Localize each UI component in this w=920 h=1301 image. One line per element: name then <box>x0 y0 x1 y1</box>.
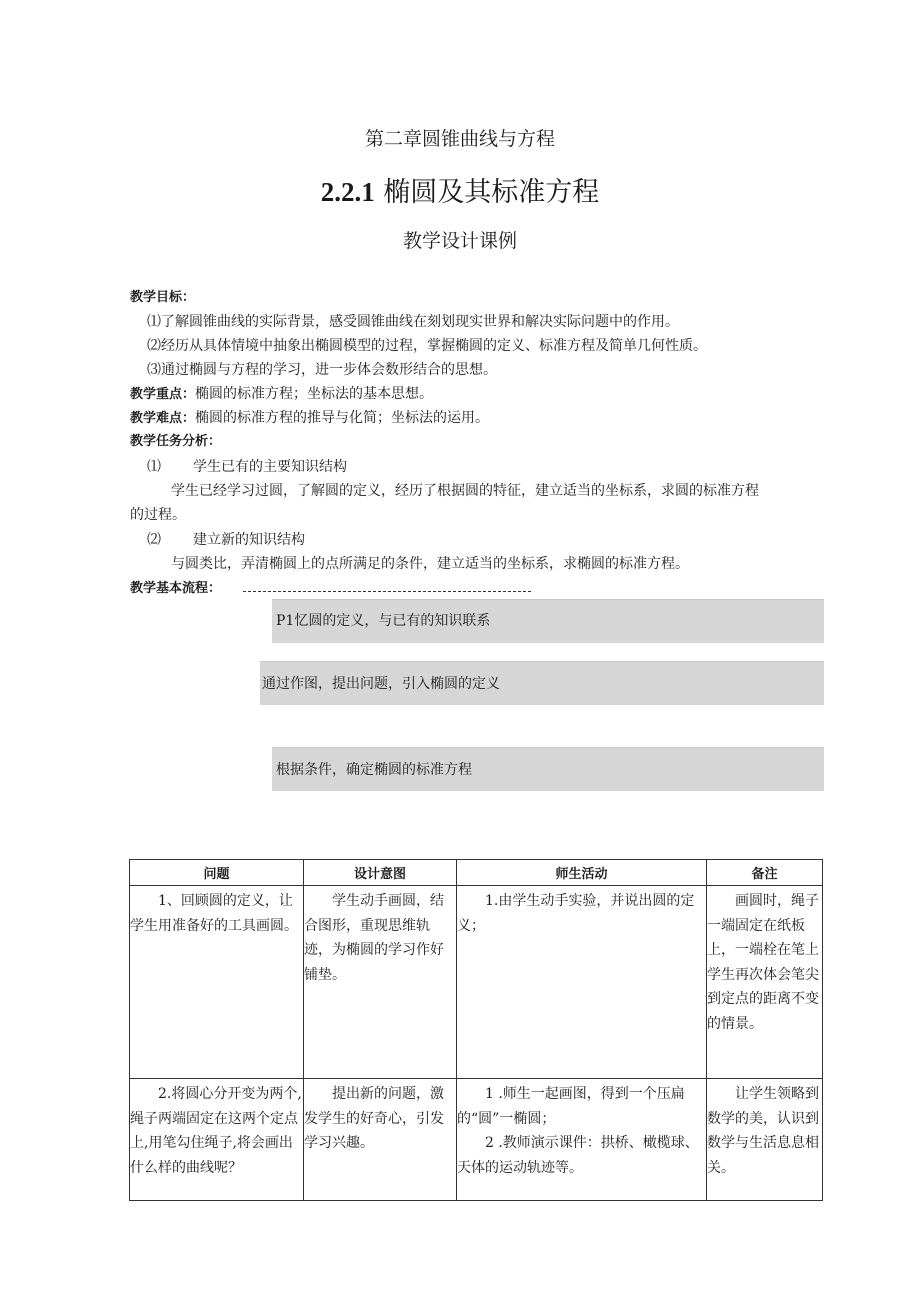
flow-step-2 <box>260 661 824 705</box>
key-point-text: 椭圆的标准方程；坐标法的基本思想。 <box>195 386 434 402</box>
difficulty <box>130 409 830 428</box>
objectives-heading: 教学目标： <box>130 290 196 305</box>
row1-question <box>130 886 304 1079</box>
row1-intent-text: 学生动手画圆，结合图形，重现思维轨迹，为椭圆的学习作好铺垫。 <box>304 893 444 983</box>
flow-step-1-text: P1忆圆的定义，与已有的知识联系 <box>276 613 491 629</box>
task-item-1-title: 学生已有的主要知识结构 <box>193 459 347 475</box>
lesson-plan-table <box>129 859 823 1201</box>
flow-step-2-text: 通过作图，提出问题，引入椭圆的定义 <box>262 676 500 692</box>
header-intent: 设计意图 <box>304 860 457 886</box>
row2-question <box>130 1079 304 1201</box>
table-row <box>130 1079 823 1201</box>
task-item-2-title: 建立新的知识结构 <box>193 532 305 548</box>
table-header-row <box>130 860 823 886</box>
difficulty-label: 教学难点： <box>130 411 196 426</box>
row2-activity <box>457 1079 707 1201</box>
row1-activity <box>457 886 707 1079</box>
row2-activity-line-1: 1 .师生一起画图，得到一个压扁的“圆”一椭圆； <box>457 1086 685 1127</box>
row1-activity-line-1: 1.由学生动手实验，并说出圆的定义； <box>457 893 695 934</box>
row1-note-text: 画圆时，绳子一端固定在纸板上，一端栓在笔上学生再次体会笔尖到定点的距离不变的情景。 <box>707 893 819 1032</box>
difficulty-text: 椭圆的标准方程的推导与化简；坐标法的运用。 <box>195 410 490 426</box>
row2-intent-text: 提出新的问题，激发学生的好奇心，引发学习兴趣。 <box>304 1086 444 1151</box>
row2-note-text: 让学生领略到数学的美，认识到数学与生活息息相关。 <box>707 1086 819 1176</box>
lesson-number: 2.2.1 <box>320 177 375 207</box>
row2-intent <box>304 1079 457 1201</box>
task-item-2-body: 与圆类比，弄清椭圆上的点所满足的条件，建立适当的坐标系，求椭圆的标准方程。 <box>171 556 689 572</box>
row2-question-text: 2.将圆心分开变为两个,绳子两端固定在这两个定点上,用笔勾住绳子,将会画出什么样的曲线呢？ <box>130 1086 302 1176</box>
objective-item-2: ⑵经历从具体情境中抽象出椭圆模型的过程，掌握椭圆的定义、标准方程及简单几何性质。 <box>147 338 707 354</box>
task-analysis-heading: 教学任务分析： <box>130 434 222 449</box>
task-item-1-number: ⑴ <box>147 459 161 475</box>
row2-note <box>707 1079 823 1201</box>
flow-heading: 教学基本流程： <box>130 581 222 596</box>
header-question: 问题 <box>130 860 304 886</box>
flow-divider <box>243 591 531 592</box>
task-item-2-number: ⑵ <box>147 532 161 548</box>
row1-question-text: 1、回顾圆的定义，让学生用准备好的工具画圆。 <box>130 893 298 934</box>
row1-intent <box>304 886 457 1079</box>
objective-item-1: ⑴了解圆锥曲线的实际背景，感受圆锥曲线在刻划现实世界和解决实际问题中的作用。 <box>147 314 679 330</box>
header-activity: 师生活动 <box>457 860 707 886</box>
header-note: 备注 <box>707 860 823 886</box>
chapter-heading: 第二章圆锥曲线与方程 <box>364 128 555 150</box>
objective-item-3: ⑶通过椭圆与方程的学习，进一步体会数形结合的思想。 <box>147 362 497 378</box>
key-point <box>130 385 830 404</box>
task-item-1-body-cont: 的过程。 <box>130 507 186 523</box>
row2-activity-line-2: 2 .教师演示课件：拱桥、橄榄球、天体的运动轨迹等。 <box>457 1135 699 1176</box>
flow-step-3 <box>272 747 824 791</box>
row1-note <box>707 886 823 1079</box>
lesson-title <box>0 170 920 209</box>
flow-step-3-text: 根据条件，确定椭圆的标准方程 <box>276 762 472 778</box>
key-point-label: 教学重点： <box>130 387 196 402</box>
subtitle: 教学设计课例 <box>402 230 517 252</box>
flow-step-1 <box>272 599 824 643</box>
task-item-1-body: 学生已经学习过圆，了解圆的定义，经历了根据圆的特征，建立适当的坐标系，求圆的标准方程 <box>171 483 759 499</box>
table-row <box>130 886 823 1079</box>
lesson-title-text: 椭圆及其标准方程 <box>383 177 600 208</box>
